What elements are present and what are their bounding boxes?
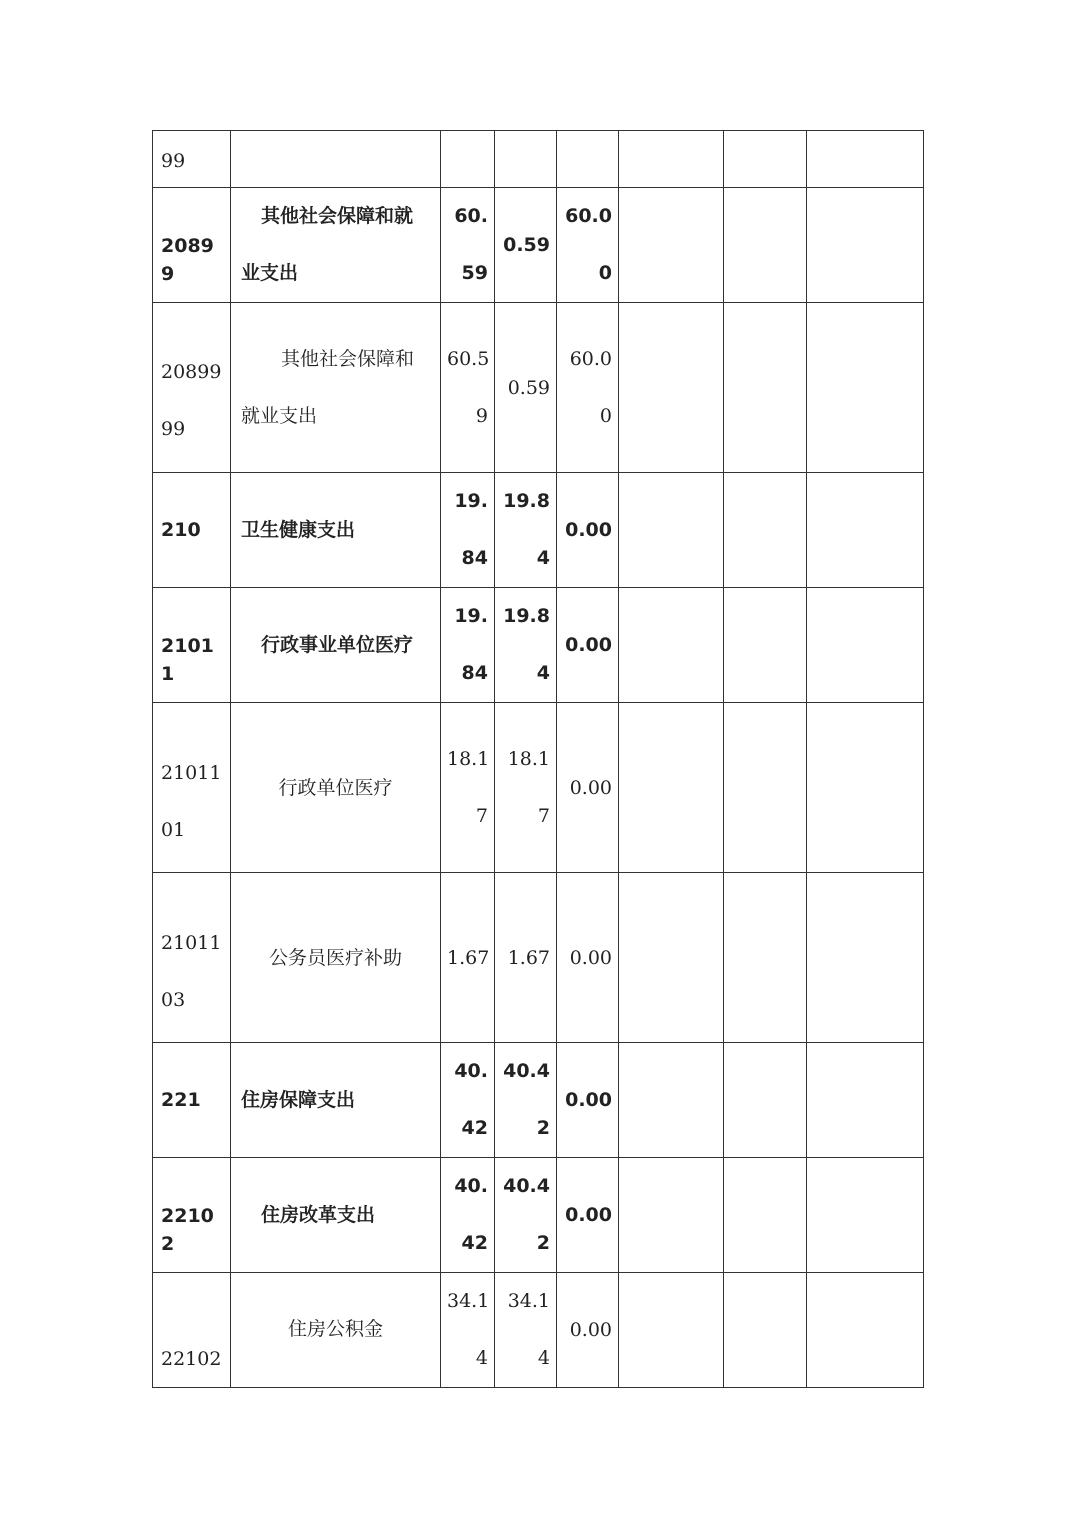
project-cell: 60.0 0 — [557, 303, 619, 473]
empty-cell — [619, 1273, 724, 1388]
empty-cell — [619, 131, 724, 188]
name-cell: 行政事业单位医疗 — [231, 588, 441, 703]
project-cell: 0.00 — [557, 703, 619, 873]
name-cell: 行政单位医疗 — [231, 703, 441, 873]
empty-cell — [807, 188, 924, 303]
empty-cell — [807, 473, 924, 588]
empty-cell — [619, 703, 724, 873]
empty-cell — [724, 473, 807, 588]
empty-cell — [724, 188, 807, 303]
basic-cell: 40.4 2 — [495, 1043, 557, 1158]
code-cell: 21011 03 — [153, 873, 231, 1043]
basic-cell: 0.59 — [495, 303, 557, 473]
table-row — [153, 188, 924, 303]
name-cell: 公务员医疗补助 — [231, 873, 441, 1043]
empty-cell — [724, 131, 807, 188]
empty-cell — [807, 873, 924, 1043]
empty-cell — [807, 1043, 924, 1158]
basic-cell: 0.59 — [495, 188, 557, 303]
empty-cell — [619, 188, 724, 303]
table-row — [153, 588, 924, 703]
table-row — [153, 1158, 924, 1273]
empty-cell — [807, 1158, 924, 1273]
table-row — [153, 1273, 924, 1388]
basic-cell: 1.67 — [495, 873, 557, 1043]
code-cell: 22102 — [153, 1158, 231, 1273]
total-cell: 19. 84 — [441, 588, 495, 703]
name-cell: 其他社会保障和就业支出 — [231, 303, 441, 473]
name-cell: 其他社会保障和就业支出 — [231, 188, 441, 303]
total-cell: 40. 42 — [441, 1158, 495, 1273]
name-cell — [231, 131, 441, 188]
empty-cell — [724, 1273, 807, 1388]
total-cell: 19. 84 — [441, 473, 495, 588]
project-cell — [557, 131, 619, 188]
empty-cell — [724, 873, 807, 1043]
total-cell: 18.1 7 — [441, 703, 495, 873]
project-cell: 0.00 — [557, 1158, 619, 1273]
project-cell: 0.00 — [557, 473, 619, 588]
empty-cell — [724, 1158, 807, 1273]
table-row — [153, 473, 924, 588]
code-cell: 21011 01 — [153, 703, 231, 873]
code-cell: 20899 99 — [153, 303, 231, 473]
total-cell: 60.5 9 — [441, 303, 495, 473]
empty-cell — [807, 131, 924, 188]
project-cell: 0.00 — [557, 1043, 619, 1158]
empty-cell — [807, 1273, 924, 1388]
empty-cell — [724, 1043, 807, 1158]
code-cell: 210 — [153, 473, 231, 588]
empty-cell — [807, 588, 924, 703]
budget-table — [152, 130, 924, 1388]
table-row — [153, 131, 924, 188]
name-cell: 住房保障支出 — [231, 1043, 441, 1158]
empty-cell — [724, 703, 807, 873]
empty-cell — [619, 873, 724, 1043]
empty-cell — [724, 303, 807, 473]
total-cell — [441, 131, 495, 188]
total-cell: 34.1 4 — [441, 1273, 495, 1388]
empty-cell — [807, 303, 924, 473]
empty-cell — [724, 588, 807, 703]
code-cell: 221 — [153, 1043, 231, 1158]
table-row — [153, 703, 924, 873]
basic-cell: 19.8 4 — [495, 588, 557, 703]
empty-cell — [619, 473, 724, 588]
basic-cell: 34.1 4 — [495, 1273, 557, 1388]
code-cell: 21011 — [153, 588, 231, 703]
empty-cell — [619, 303, 724, 473]
basic-cell — [495, 131, 557, 188]
basic-cell: 18.1 7 — [495, 703, 557, 873]
empty-cell — [807, 703, 924, 873]
code-cell: 20899 — [153, 188, 231, 303]
basic-cell: 19.8 4 — [495, 473, 557, 588]
total-cell: 60. 59 — [441, 188, 495, 303]
name-cell: 住房公积金 — [231, 1273, 441, 1388]
project-cell: 60.0 0 — [557, 188, 619, 303]
project-cell: 0.00 — [557, 1273, 619, 1388]
basic-cell: 40.4 2 — [495, 1158, 557, 1273]
total-cell: 1.67 — [441, 873, 495, 1043]
empty-cell — [619, 1043, 724, 1158]
code-cell: 22102 — [153, 1273, 231, 1388]
empty-cell — [619, 1158, 724, 1273]
name-cell: 卫生健康支出 — [231, 473, 441, 588]
code-cell: 99 — [153, 131, 231, 188]
table-row — [153, 1043, 924, 1158]
table-row — [153, 303, 924, 473]
table-row — [153, 873, 924, 1043]
total-cell: 40. 42 — [441, 1043, 495, 1158]
name-cell: 住房改革支出 — [231, 1158, 441, 1273]
empty-cell — [619, 588, 724, 703]
project-cell: 0.00 — [557, 588, 619, 703]
project-cell: 0.00 — [557, 873, 619, 1043]
